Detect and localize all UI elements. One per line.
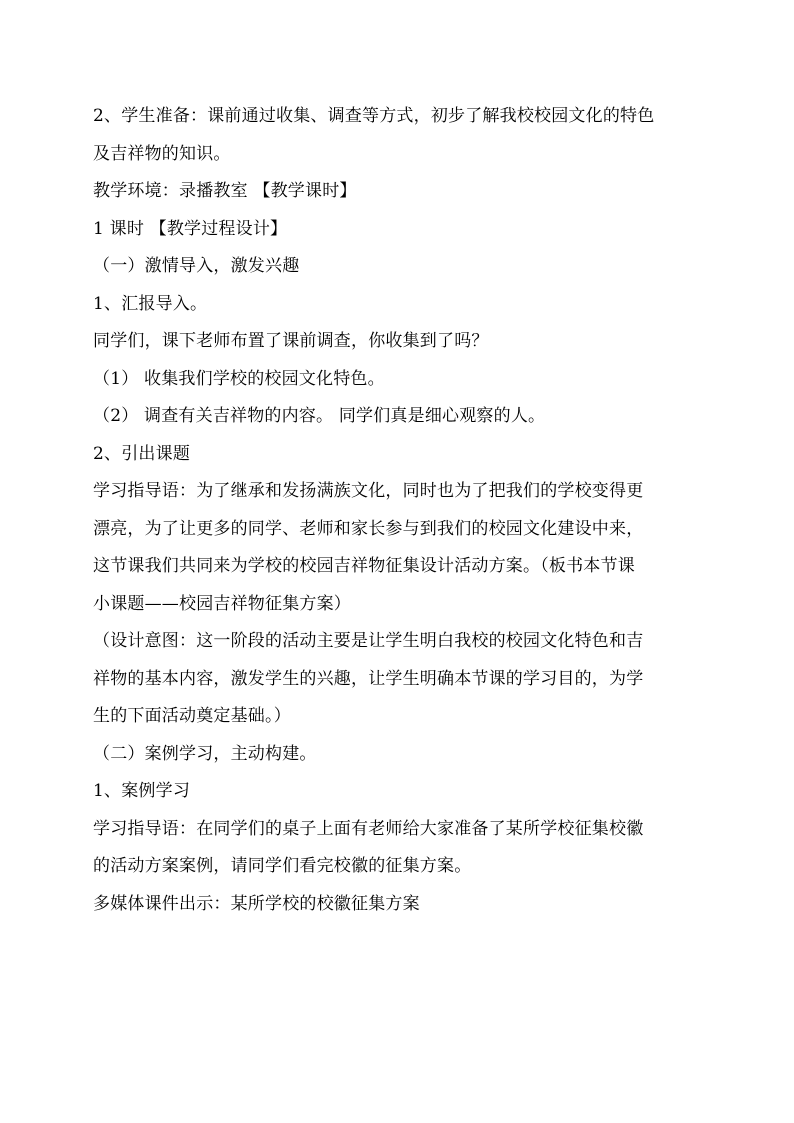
text-line: 2、学生准备：课前通过收集、调查等方式，初步了解我校校园文化的特色: [93, 106, 655, 126]
text-line: 2、引出课题: [93, 443, 191, 464]
text-line: 漂亮，为了让更多的同学、老师和家长参与到我们的校园文化建设中来，: [93, 518, 644, 539]
text-line: 同学们，课下老师布置了课前调查，你收集到了吗？: [93, 331, 489, 351]
text-line: 及吉祥物的知识。: [93, 143, 231, 164]
text-line: 这节课我们共同来为学校的校园吉祥物征集设计活动方案。（板书本节课: [93, 556, 635, 576]
text-line: 1、汇报导入。: [93, 293, 208, 314]
text-line: 1 课时 【教学过程设计】: [93, 218, 288, 239]
document-body: [93, 98, 713, 923]
text-line: 祥物的基本内容，激发学生的兴趣，让学生明确本节课的学习目的，为学: [93, 668, 644, 689]
text-line: 小课题——校园吉祥物征集方案）: [93, 593, 351, 614]
text-line: （设计意图：这一阶段的活动主要是让学生明白我校的校园文化特色和吉: [93, 631, 644, 651]
text-line: 教学环境：录播教室 【教学课时】: [93, 181, 357, 201]
list-item: （1） 收集我们学校的校园文化特色。: [93, 368, 385, 389]
text-line: 1、案例学习: [93, 781, 191, 801]
text-line: 生的下面活动奠定基础。）: [93, 706, 291, 726]
section-heading: （二）案例学习，主动构建。: [93, 743, 317, 764]
section-heading: （一）激情导入，激发兴趣: [93, 256, 300, 276]
list-item: （2） 调查有关吉祥物的内容。 同学们真是细心观察的人。: [93, 406, 546, 426]
text-line: 多媒体课件出示：某所学校的校徽征集方案: [93, 893, 420, 914]
text-line: 学习指导语：为了继承和发扬满族文化，同时也为了把我们的学校变得更: [93, 481, 644, 501]
text-line: 的活动方案案例，请同学们看完校徽的征集方案。: [93, 856, 472, 876]
text-line: 学习指导语：在同学们的桌子上面有老师给大家准备了某所学校征集校徽: [93, 818, 644, 839]
